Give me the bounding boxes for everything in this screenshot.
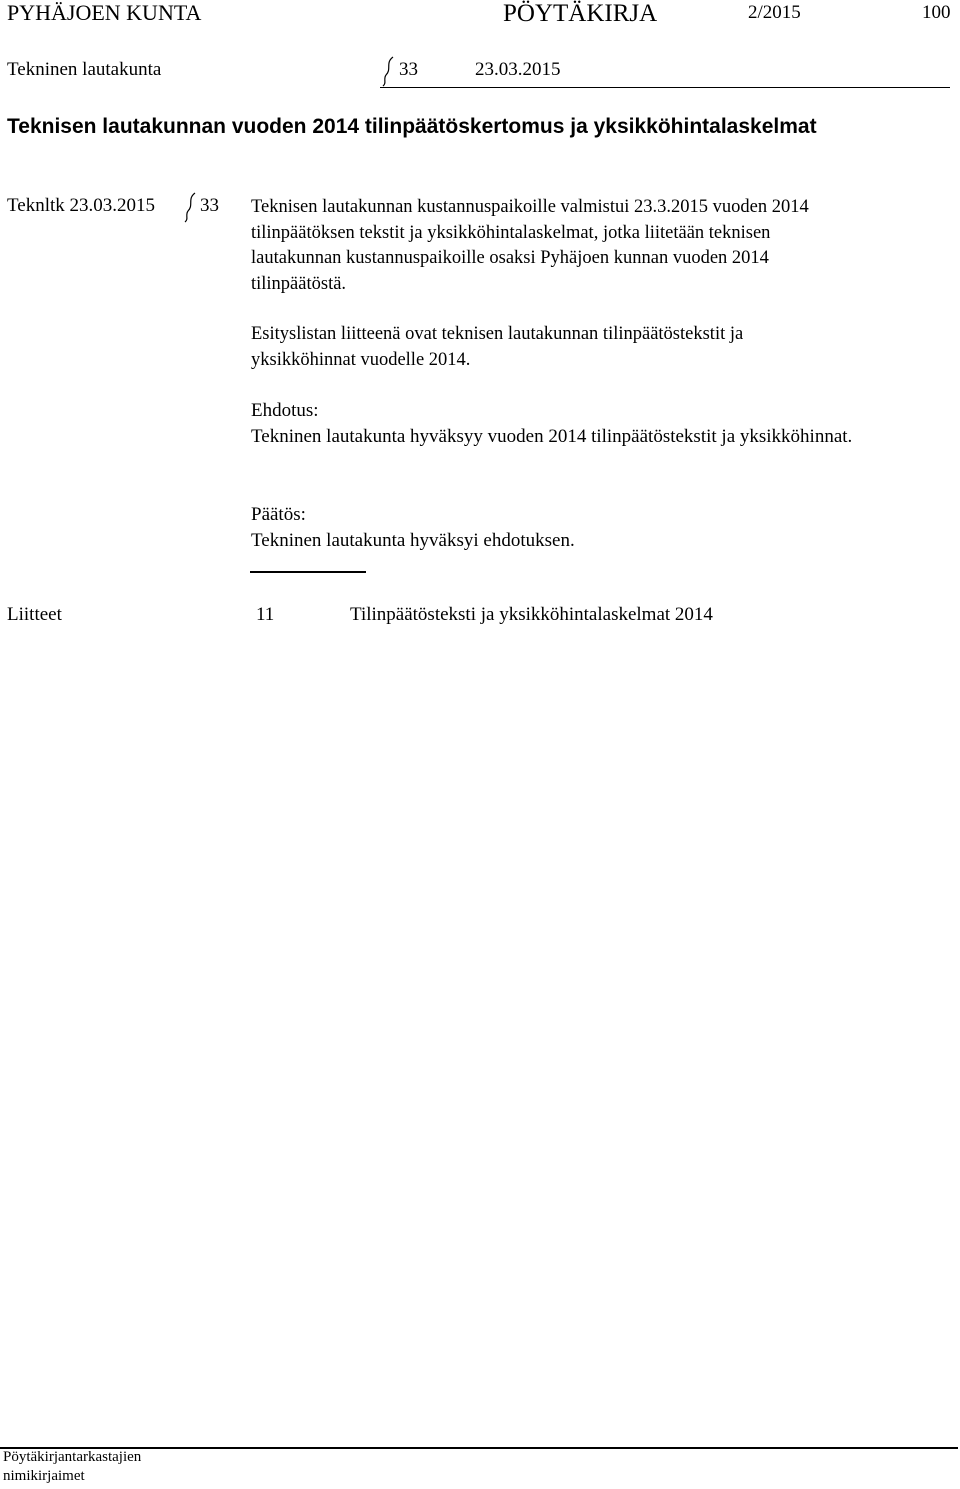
document-type: PÖYTÄKIRJA (503, 0, 658, 27)
footer-label-line2: nimikirjaimet (3, 1468, 85, 1484)
section-sign-icon (380, 55, 396, 87)
attachments-label: Liitteet (7, 604, 62, 625)
paragraph-line: Teknisen lautakunnan kustannuspaikoille valmistui 23.3.2015 vuoden 2014 (251, 197, 809, 217)
proposal-label: Ehdotus: (251, 400, 319, 421)
attachment-number: 11 (256, 604, 275, 625)
paragraph-line: tilinpäätöksen tekstit ja yksikköhintalaskelmat, jotka liitetään teknisen (251, 222, 771, 243)
decision-divider (250, 571, 366, 573)
attachment-title: Tilinpäätösteksti ja yksikköhintalaskelmat 2014 (350, 604, 713, 625)
footer-divider (0, 1447, 958, 1449)
body-paragraph-1 (251, 195, 809, 297)
body-paragraph-2 (251, 322, 743, 373)
section-sign-icon (182, 191, 198, 223)
proposal-text: Tekninen lautakunta hyväksyy vuoden 2014 tilinpäätöstekstit ja yksikköhinnat. (251, 426, 853, 447)
document-number: 2/2015 (748, 2, 801, 23)
reference-text: Teknltk 23.03.2015 (7, 195, 156, 216)
page-number: 100 (922, 2, 951, 23)
paragraph-line: tilinpäätöstä. (251, 273, 347, 294)
header-divider (380, 87, 950, 88)
paragraph-line: lautakunnan kustannuspaikoille osaksi Pyhäjoen kunnan vuoden 2014 (251, 248, 769, 268)
footer-label-line1: Pöytäkirjantarkastajien (3, 1449, 142, 1465)
municipality-name: PYHÄJOEN KUNTA (7, 0, 202, 25)
section-number: 33 (399, 59, 418, 80)
paragraph-line: yksikköhinnat vuodelle 2014. (251, 349, 471, 370)
reference-section-number: 33 (200, 195, 219, 216)
committee-name: Tekninen lautakunta (7, 59, 162, 80)
document-title: Teknisen lautakunnan vuoden 2014 tilinpäätöskertomus ja yksikköhintalaskelmat (7, 115, 817, 138)
meeting-date: 23.03.2015 (475, 59, 561, 80)
decision-text: Tekninen lautakunta hyväksyi ehdotuksen. (251, 530, 575, 551)
decision-label: Päätös: (251, 504, 306, 525)
paragraph-line: Esityslistan liitteenä ovat teknisen lautakunnan tilinpäätöstekstit ja (251, 324, 744, 344)
